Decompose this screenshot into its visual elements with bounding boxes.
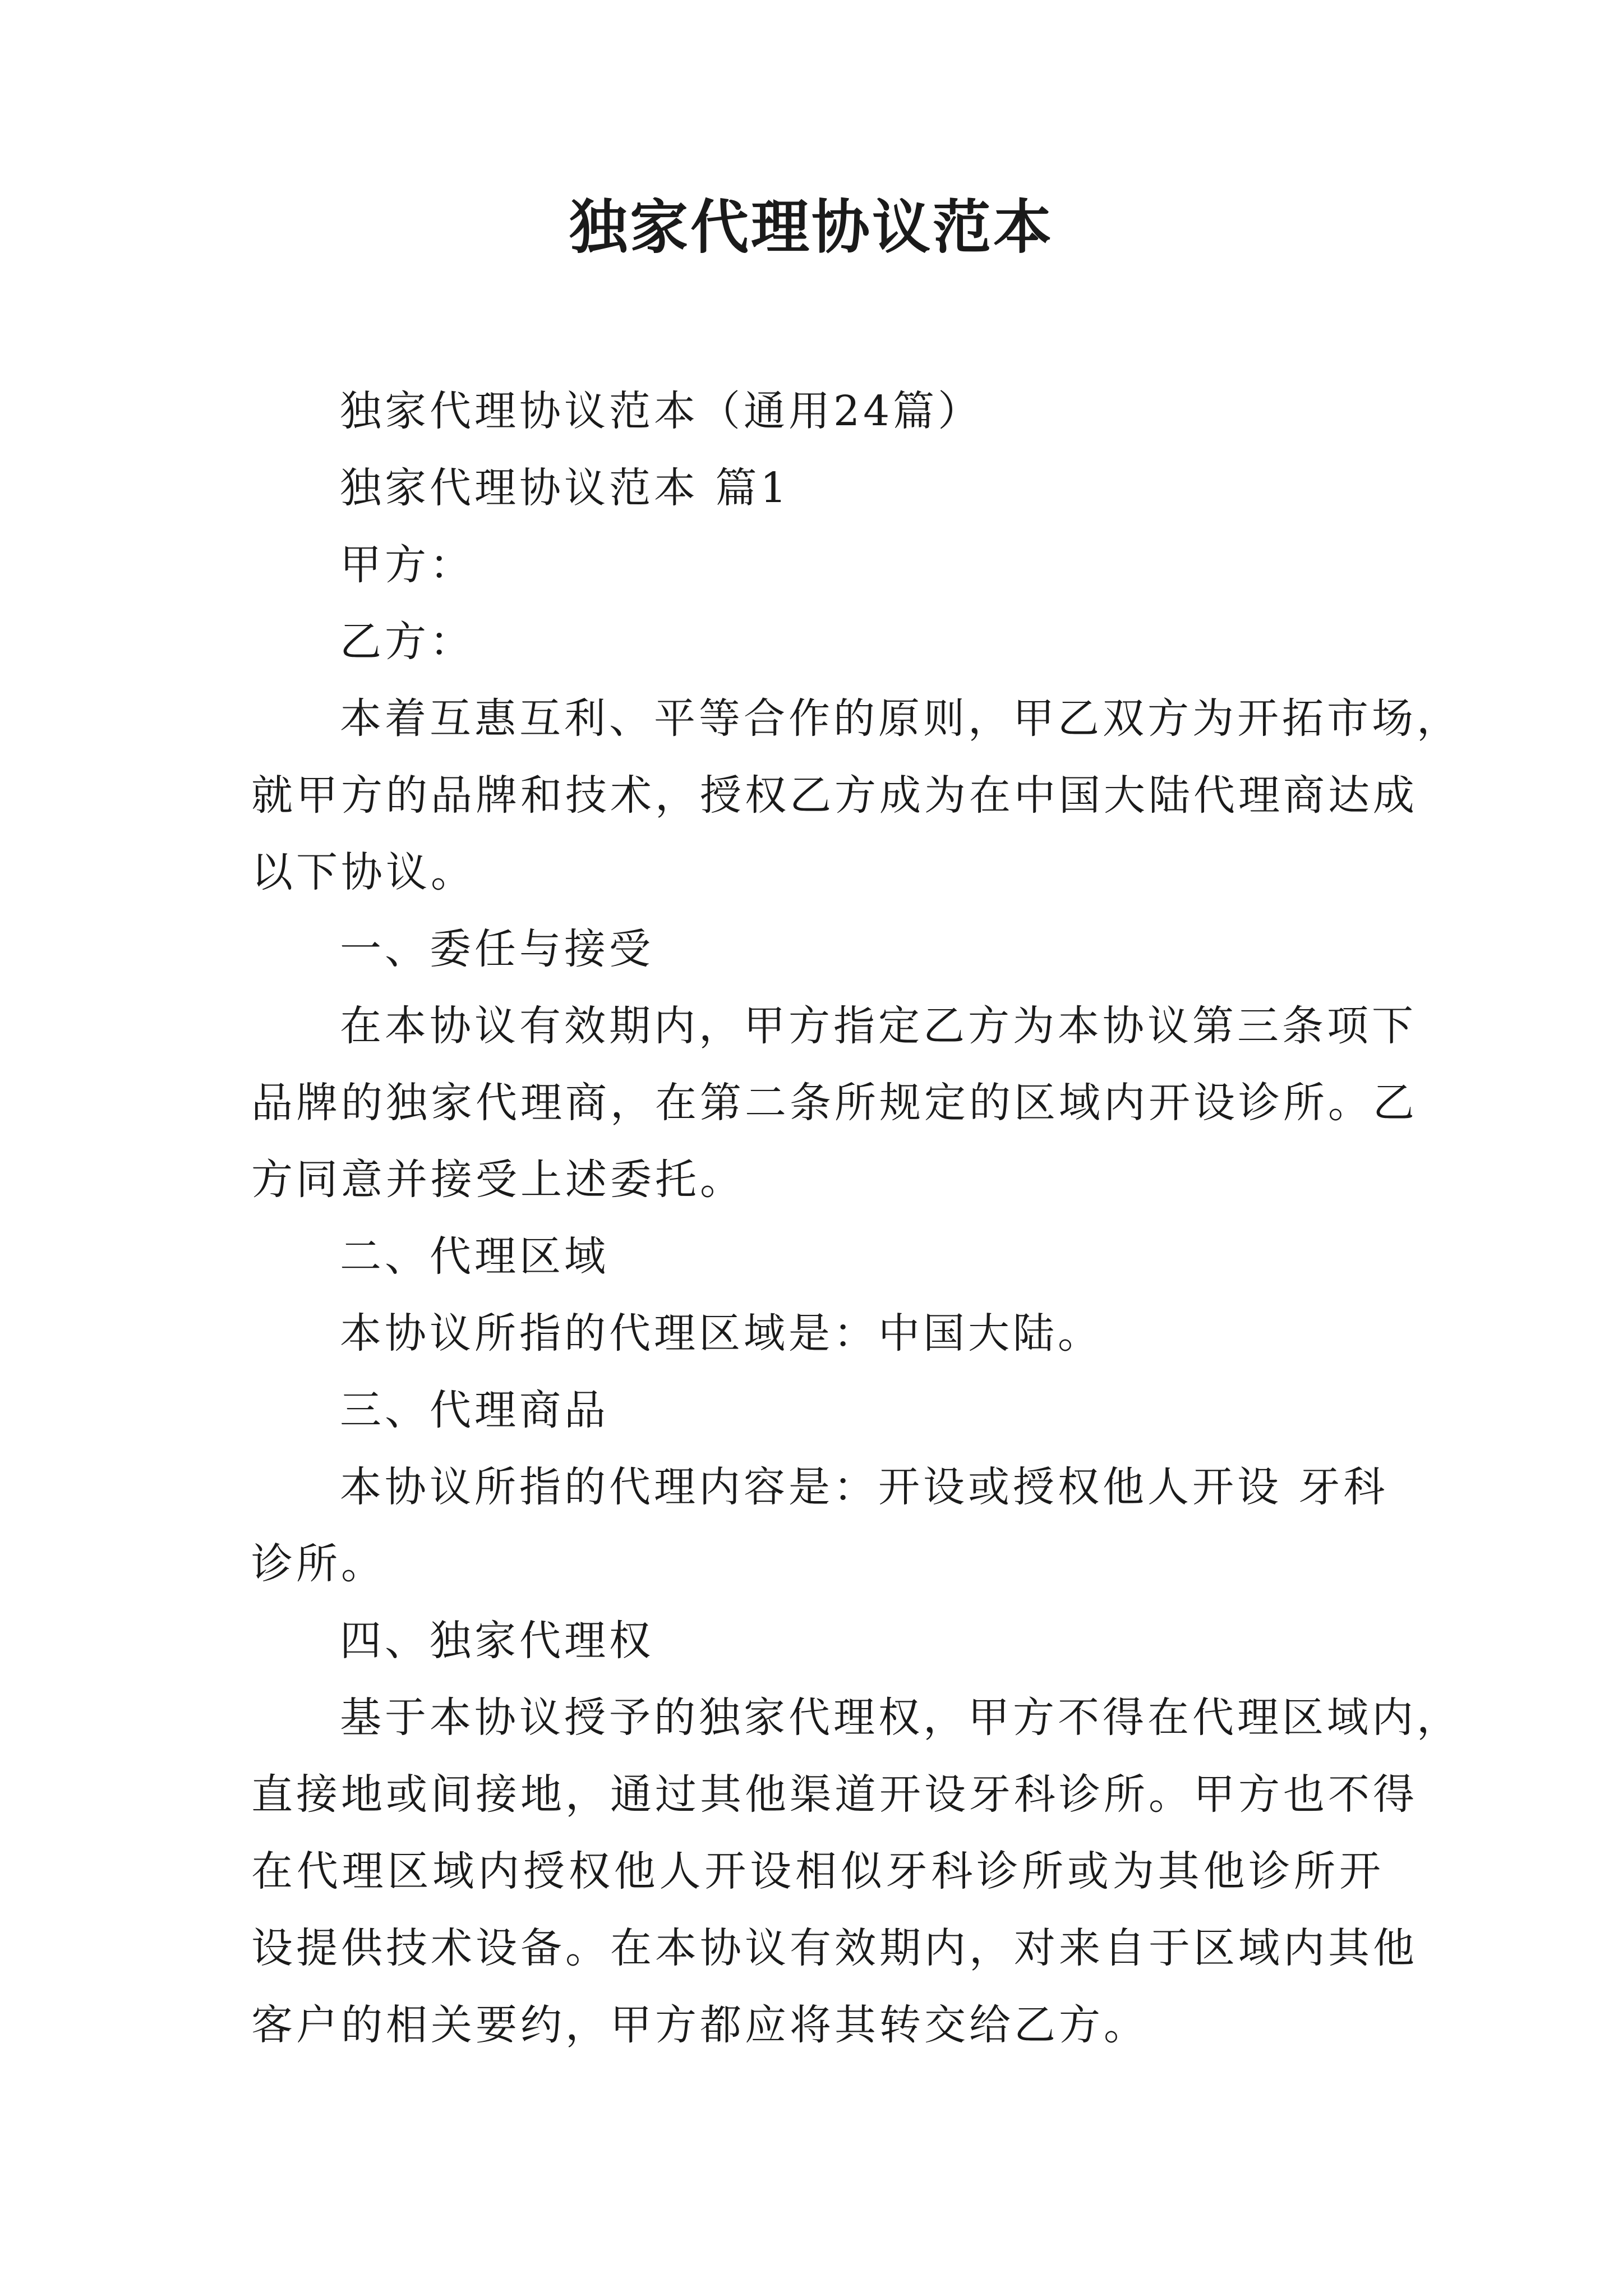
document-title: 独家代理协议范本 xyxy=(569,192,1054,261)
paragraph-line: 以下协议。 xyxy=(251,848,476,896)
party-a-label: 甲方： xyxy=(340,541,474,589)
paragraph-line: 品牌的独家代理商，在第二条所规定的区域内开设诊所。乙 xyxy=(251,1079,1418,1127)
paragraph-line: 就甲方的品牌和技术，授权乙方成为在中国大陆代理商达成 xyxy=(251,771,1418,820)
paragraph-line: 在代理区域内授权他人开设相似牙科诊所或为其他诊所开 xyxy=(251,1847,1384,1895)
preamble-paragraph xyxy=(251,680,1461,911)
paragraph-line: 本协议所指的代理内容是：开设或授权他人开设 牙科 xyxy=(340,1463,1389,1511)
paragraph-line: 基于本协议授予的独家代理权，甲方不得在代理区域内， xyxy=(340,1694,1461,1742)
clause-2-paragraph: 本协议所指的代理区域是：中国大陆。 xyxy=(340,1309,1103,1358)
clause-3-paragraph xyxy=(251,1449,1389,1603)
clause-1-heading: 一、委任与接受 xyxy=(340,925,654,973)
paragraph-line: 设提供技术设备。在本协议有效期内，对来自于区域内其他 xyxy=(251,1924,1418,1972)
paragraph-line: 客户的相关要约，甲方都应将其转交给乙方。 xyxy=(251,2001,1149,2049)
clause-4-heading: 四、独家代理权 xyxy=(340,1617,654,1665)
paragraph-line: 方同意并接受上述委托。 xyxy=(251,1156,745,1204)
clause-2-heading: 二、代理区域 xyxy=(340,1232,609,1281)
paragraph-line: 在本协议有效期内，甲方指定乙方为本协议第三条项下 xyxy=(340,1002,1417,1050)
paragraph-line: 直接地或间接地，通过其他渠道开设牙科诊所。甲方也不得 xyxy=(251,1770,1418,1819)
party-b-label: 乙方： xyxy=(340,618,474,666)
paragraph-line: 诊所。 xyxy=(251,1540,386,1588)
document-body xyxy=(251,373,1461,2064)
clause-1-paragraph xyxy=(251,988,1418,1218)
section-heading: 独家代理协议范本 篇1 xyxy=(340,464,790,512)
clause-4-paragraph xyxy=(251,1680,1461,2064)
document-subtitle: 独家代理协议范本（通用24篇） xyxy=(340,387,983,435)
paragraph-line: 本着互惠互利、平等合作的原则，甲乙双方为开拓市场， xyxy=(340,694,1461,743)
clause-3-heading: 三、代理商品 xyxy=(340,1386,609,1434)
